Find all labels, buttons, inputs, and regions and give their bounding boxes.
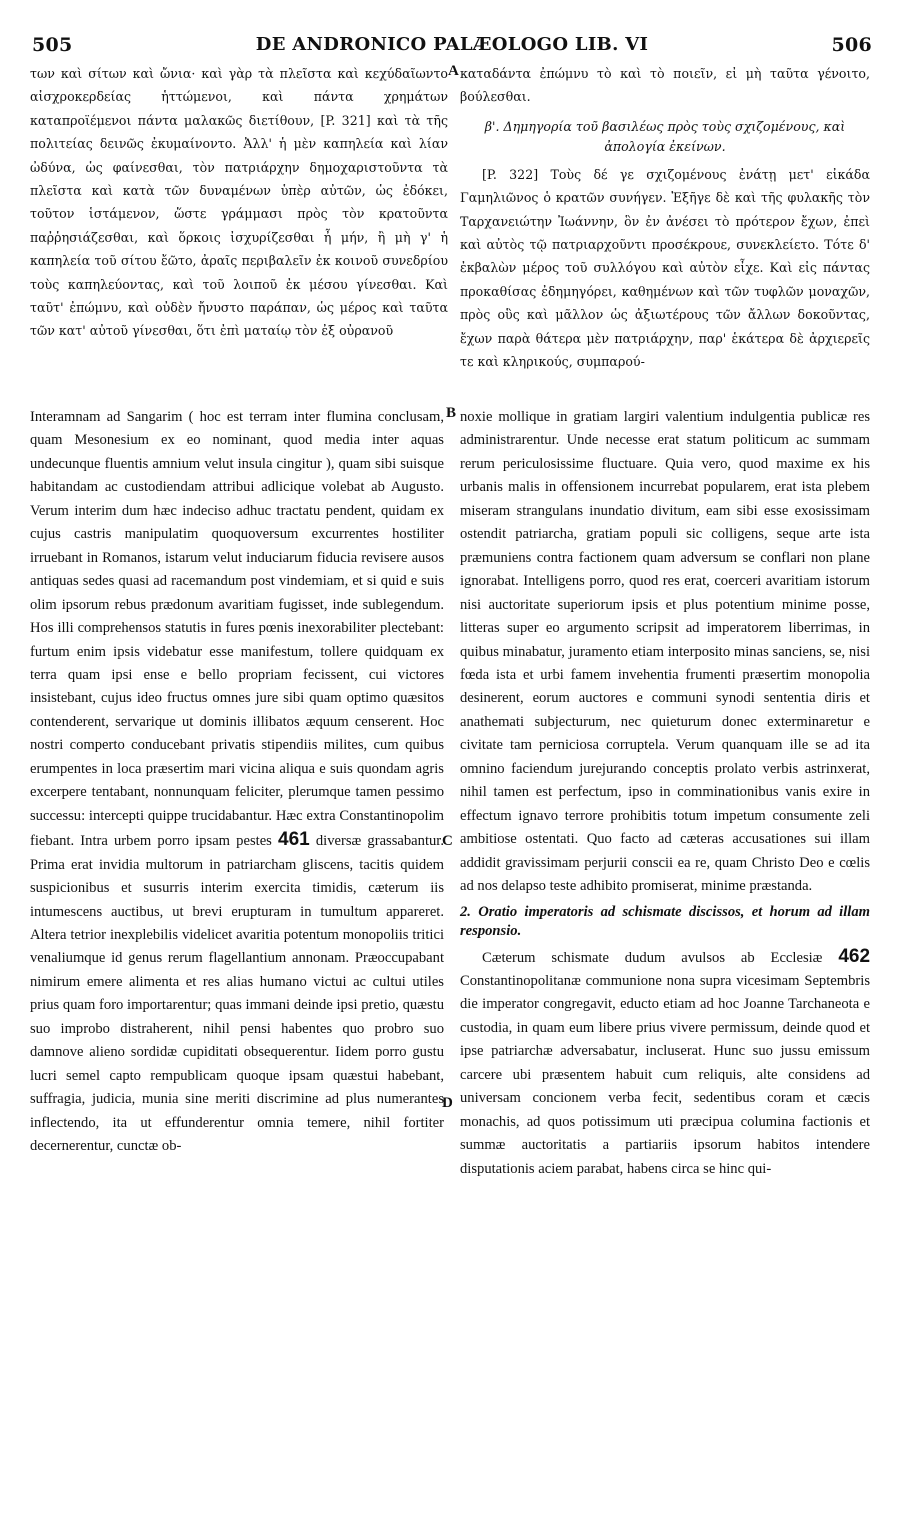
latin-right-paragraph-2	[460, 945, 870, 1182]
latin-column-right	[460, 406, 870, 1181]
greek-right-paragraph-1: καταδάντα ἐπώμνυ τὸ καὶ τὸ ποιεῖν, εἰ μὴ ταῦτα γένοιτο, βούλεσθαι.	[460, 66, 870, 105]
latin-right-paragraph-1: noxie mollique in gratiam largiri valentium indulgentia publicæ res administrarentur. Unde necesse erat statum politicum ac summam rerum periculosissime fluctuare. Quia vero, quod maxime ex his urbanis malis in offensionem incurrebat popularem, erat ista plebem miseram strangulans inundatio divitum, eam sibi esse exosissimam ostendit patriarcha, gratiam populi sic colligens, seque arte ista præmuniens contra factionem quam adversum se conflari non plane ignorabat. Intelligens porro, quod res erat, coerceri avaritiam istorum nisi auctoritate superiorum ipsis et plus potentium minime posse, litteras super eo argumento scripsit ad imperatorem liberrimas, in quibus minabatur, juramento etiam interposito minas sanciens, se, nisi fœda ista et urbi famem invehentia frumenti præsertim monopolia desinerent, eorum auctores e communi synodi sententia diris et anathemati subjecturum, nec quieturum donec exterminaretur e civitate tam perniciosa corruptela. Verum quanquam ille se ad ita omnino faciendum jurejurando conceptis prolato verbis astrinxerat, nihil tamen est perfectum, ipso in comminationibus vanis exire in effectum ignavo terrore prohibitis totum impetum consumente zeli ambitiose ostentati. Quo facto ad cæteras accusationes sui illam addidit gravissimam perjurii conscii ea re, quam Christo Deo e cœlis ad nos delapso teste adhibito promiserat, minime præstanda.	[460, 409, 870, 895]
margin-marker-b: B	[446, 405, 457, 421]
running-title: DE ANDRONICO PALÆOLOGO LIB. VI	[255, 34, 649, 55]
greek-column-right	[460, 62, 870, 373]
margin-marker-c: C	[442, 833, 453, 849]
page-reference-461: 461	[278, 829, 310, 851]
page-reference-462: 462	[838, 945, 871, 967]
margin-marker-d: D	[442, 1095, 453, 1111]
running-header	[32, 34, 872, 60]
latin-right-text-after: Constantinopolitanæ communione nona supra vicesimam Septembris die imperator congregavit, educto etiam ad hoc Joanne Tarchaneota e custodia, in quam eum libere prius vivere permissum, deinde quod et ipse patriarchæ adversabatur, incluserat. Hunc suo jussu emissum carcere ubi præsentem habuit cum reliquis, alte considens ad universam concionem verba fecit, sedentibus coram et cæcis monachis, ad quos potissimum uti præcipua columina factionis et summæ auctoritatis a partiariis ipsorum habitos intendere disputationis aciem parabat, habens circa se hinc qui-	[460, 972, 870, 1177]
right-page-number: 506	[831, 34, 872, 56]
latin-left-paragraph	[30, 406, 444, 1159]
greek-column-left	[30, 62, 448, 343]
latin-right-text-before: Cæterum schismate dudum avulsos ab Ecclesiæ	[482, 949, 823, 966]
latin-left-text-before: Interamnam ad Sangarim ( hoc est terram inter flumina conclusam, quam Mesonesium ex eo nominant, quod media inter aquas undecunque fluentis amnium velut insula cingitur ), quam sibi suisque habitandam ac custodiendam attribui adlicique volebat ab Augusto. Verum interim dum hæc indeciso adhuc tractatu pendent, quidam ex cujus castris manipulatim quoquoversum excurrentes hostiliter irruebant in Romanos, istarum velut induciarum fiducia revisere ausos antiquas sedes quasi ad racemandum post vindemiam, et si quid e suis olim ipsorum rebus prædonum avaritiam fugisset, inde sublegendum. Hos illi comprehensos statutis in fures pœnis inexorabiliter plectebant: furtum enim ipsis videbatur esse manifestum, tollere quidquam ex terra quam ipsi ense e bello propriam fecissent, cui victores insistebant, cujus ideo fructus omnes jure sibi quam optimo quæsitos contenderent, servarique ut dominis illibatos æquum censerent. Hoc nostri compertο conducebant privatis stipendiis milites, cum quibus erumpentes in loca præsertim mari vicina aliqua e suis quondam agris excerpere tentabant, nonnunquam feliciter, plerumque tamen pessimo successu: intercepti quippe trucidabantur. Hæc extra Constantinopolim fiebant. Intra urbem porro ipsam pestes	[30, 409, 444, 850]
greek-left-paragraph: των καὶ σίτων καὶ ὤνια· καὶ γὰρ τὰ πλεῖστα καὶ κεχύδαῖωντο αἰσχροκερδείας ἡττώμενοι, καὶ πάντα χρημάτων καταπροϊέμενοι πάντα μαλακῶς διετίθουν, [P. 321] καὶ τὰ τῆς πολιτείας δεινῶς ἐκυμαίνοντο. Ἀλλ' ἡ μὲν καπηλεία καὶ λίαν ὠδύνα, ὡς φαίνεσθαι, τὸν πατριάρχην δημοχαριστοῦντα τὰ πλεῖστα καὶ κατὰ τῶν δυναμένων ὑπὲρ αὐτῶν, ὡς ἐδόκει, τοῦτον ἱστάμενον, ὥστε γράμμασι πρὸς τὸν κρατοῦντα παῤῥησιάζεσθαι, καὶ ὅρκοις ἰσχυρίζεσθαι ἦ μήν, ἢ μὴ γ' ἡ καπηλεία τοῦ σίτου ἔῶτο, ἀραῖς περιβαλεῖν ἐκ κοινοῦ συνεδρίου τοὺς καπηλεύοντας, καὶ τοῦ λοιποῦ ἐκ μέσου γίνεσθαι. Καὶ ταῦτ' ἐπώμνυ, καὶ οὐδὲν ἤνυστο παράπαν, ὡς μέρος καὶ ταῦτα τῶν κατ' αὐτοῦ γίνεσθαι, ὅτι ἐπὶ ματαίῳ τὸν ἐξ οὐρανοῦ	[30, 66, 448, 339]
latin-section-heading: 2. Oratio imperatoris ad schismate discissos, et horum ad illam responsio.	[460, 903, 870, 939]
latin-left-text-after: diversæ grassabantur. Prima erat invidia multorum in patriarcham gliscens, tacitis quidem suspicionibus et susurris interim exercita timidis, cæterum iis intumescens auctibus, ut brevi erupturam in tumultum appareret. Altera tetrior inexplebilis videlicet avaritia potentum monopoliis tritici venaliumque id genus rerum flagellantium annonam. Præoccupabant nimirum emere alimenta et res alias humano victui ac cultui utiles prius quam foro importarentur; quas immani deinde ipsi pretio, quæstu suo improbo distraherent, nihil pensi habentes quo probro suo damnove alieno sordidæ cupiditati obsequerentur. Iidem porro gustu lucri semel capto rempublicam quoque ipsam quæstui habebant, suffragia, judicia, munia sine meriti discrimine ad plus numerantes inflectendo, ita ut effunderentur omnia temere, nihil fortiter decernerentur, cunctæ ob-	[30, 833, 445, 1155]
latin-column-left	[30, 406, 444, 1159]
margin-marker-a: A	[448, 63, 459, 79]
greek-right-paragraph-2: [P. 322] Τοὺς δέ γε σχιζομένους ἐνάτῃ μετ' εἰκάδα Γαμηλιῶνος ὁ κρατῶν συνήγεν. Ἐξῆγε δὲ καὶ τῆς φυλακῆς τὸν Ταρχανειώτην Ἰωάννην, ὃν ἐν ἀνέσει τὸ πρότερον ἔχων, ἐπεὶ καὶ αὐτὸς τῷ πατριαρχοῦντι προσέκρουε, συνεκλείετο. Τότε δ' ἐκβαλὼν μέρος τοῦ συλλόγου καὶ αὐτὸν εἶχε. Καὶ εἰς πάντας προκαθίσας ἐδημηγόρει, καθημένων καὶ τῶν τυφλῶν μοναχῶν, πρὸς οὓς καὶ μᾶλλον ὡς ἀξιωτέρους τῶν ἄλλων δοκοῦντας, ἔχων παρὰ θάτερα μὲν πατριάρχην, παρ' ἑκάτερα δὲ ἀρχιερεῖς τε καὶ κληρικούς, συμπαρού-	[460, 166, 870, 370]
left-page-number: 505	[32, 34, 73, 56]
greek-section-heading: β'. Δημηγορία τοῦ βασιλέως πρὸς τοὺς σχιζομένους, καὶ ἀπολογία ἐκείνων.	[484, 118, 846, 154]
